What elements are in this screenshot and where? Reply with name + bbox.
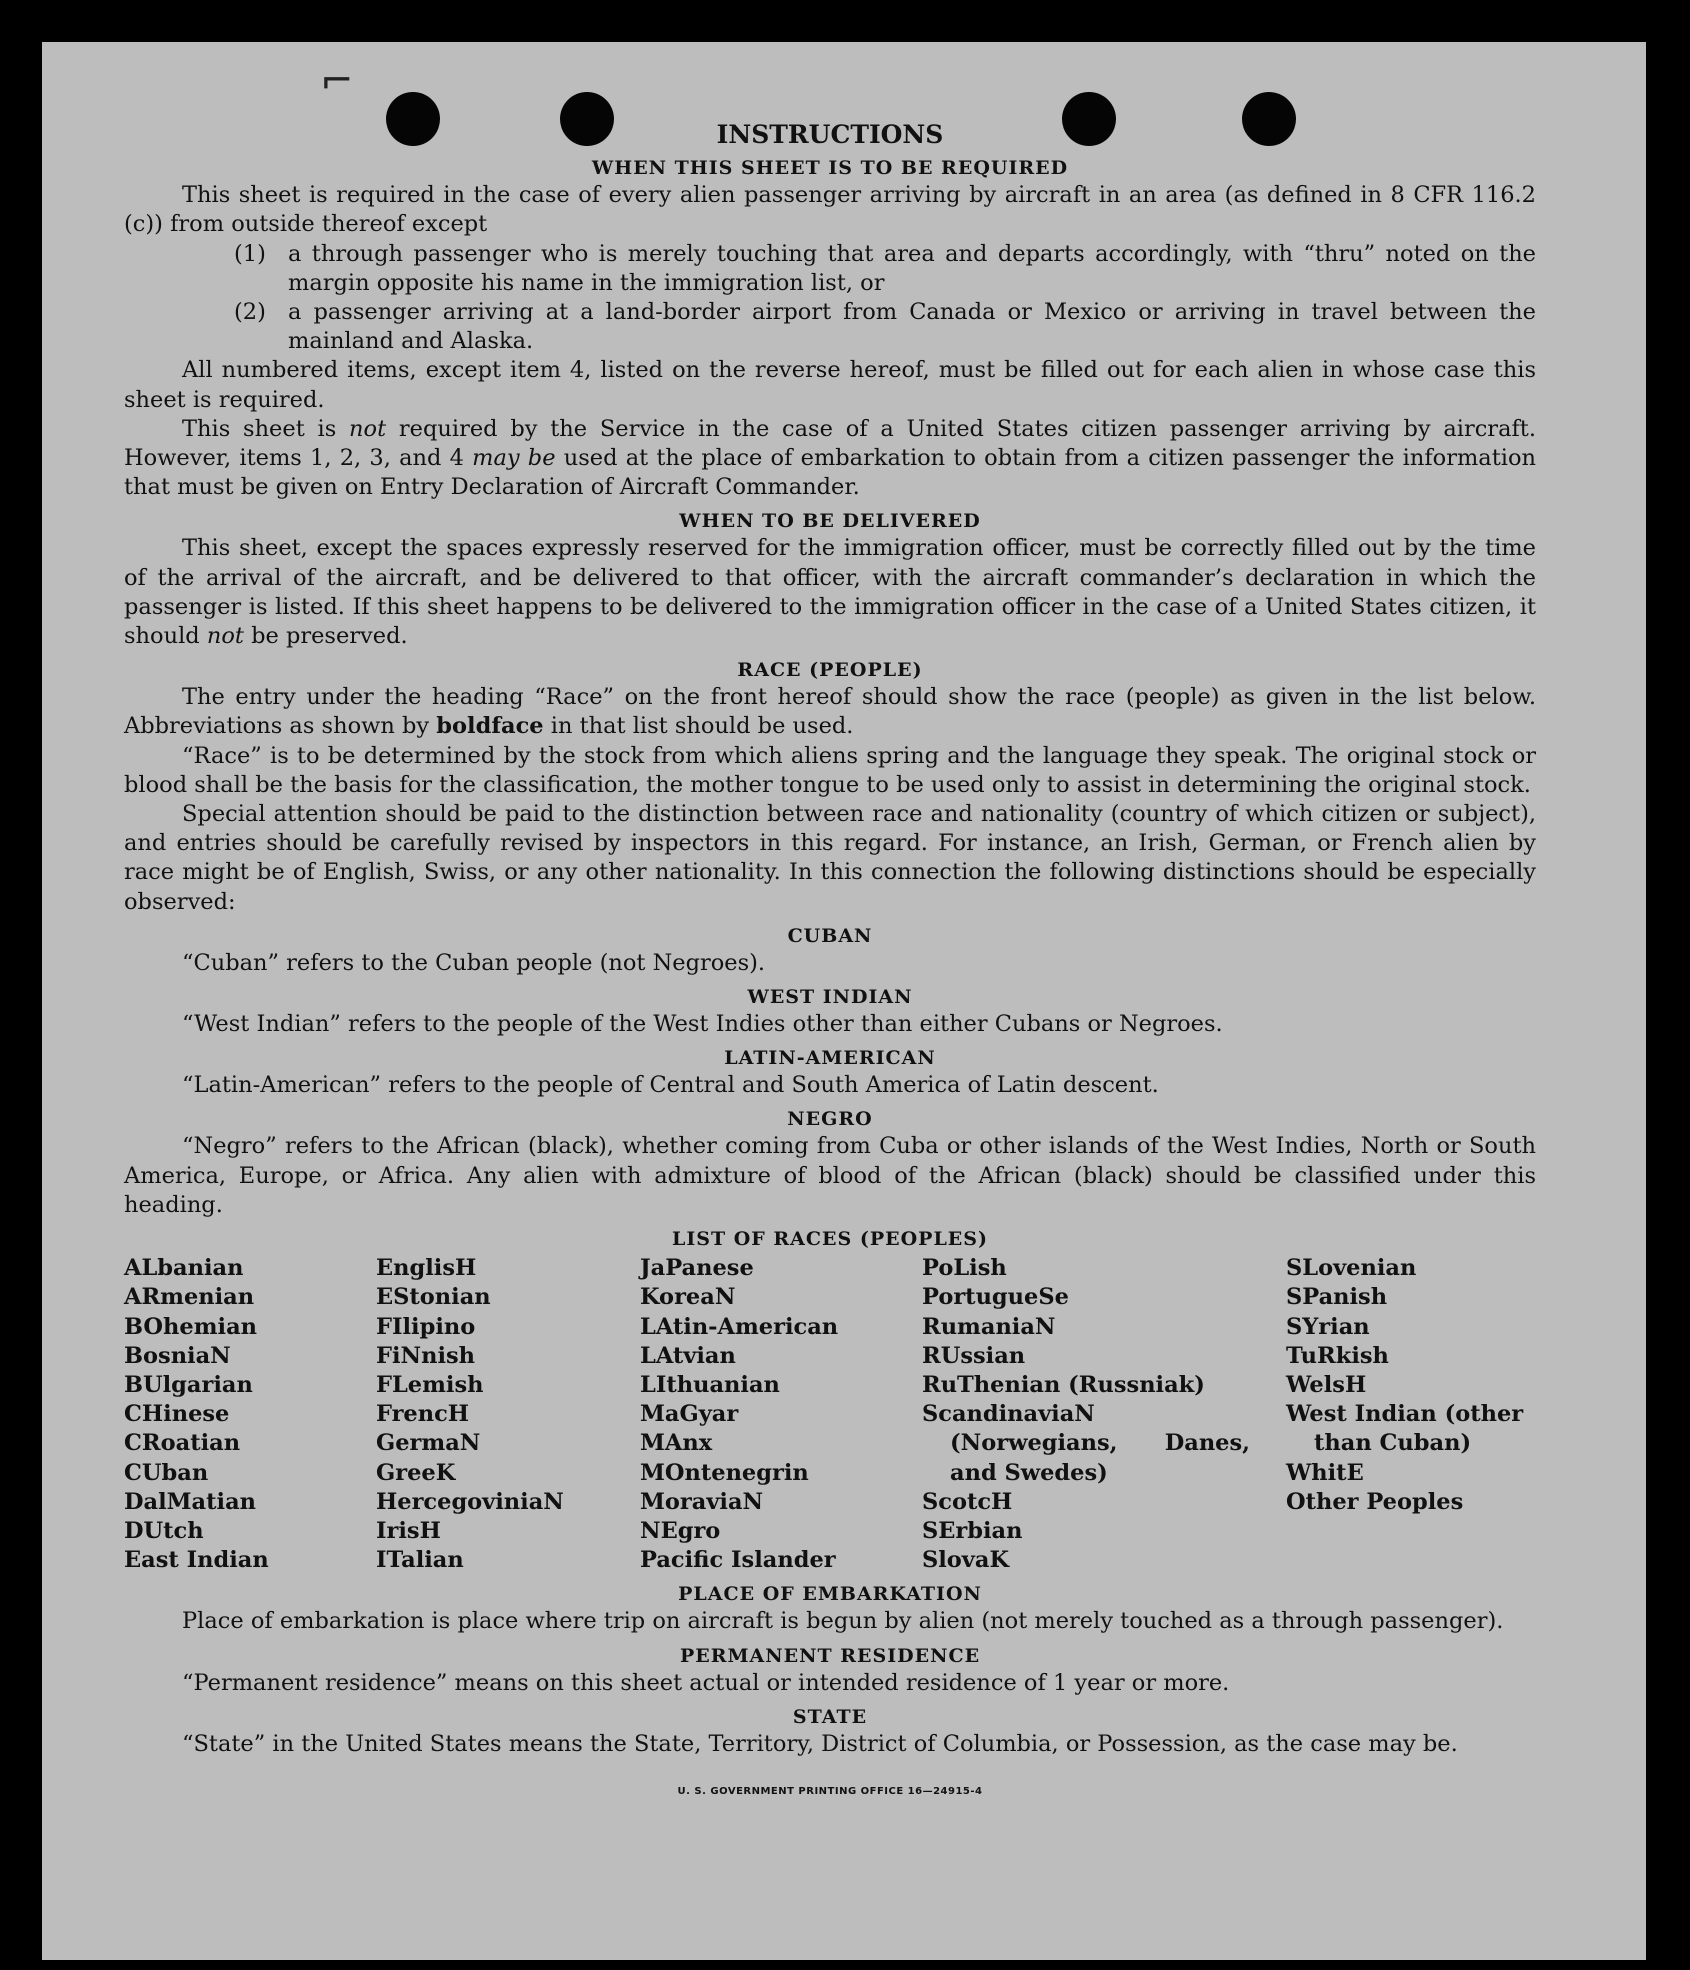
race-entry: CRoatian xyxy=(124,1430,241,1457)
race-entry: NEgro xyxy=(640,1517,721,1544)
race-entry: PortugueSe xyxy=(922,1284,1069,1311)
race-paragraph: Special attention should be paid to the distinction between race and nationality (country of which citizen or subject), and entries should be carefully revised by inspectors in this regard. For instance, an Irish, German, or French alien by race might be of English, Swiss, or any other nationality. In this connection the following distinctions should be especially observed: xyxy=(124,801,1536,915)
race-entry: ScandinaviaN (Norwegians, Danes, and Swedes) xyxy=(922,1401,1250,1486)
exception-text: a through passenger who is merely touching that area and departs accordingly, with “thru” noted on the margin opposite his name in the immigration list, or xyxy=(288,240,1536,296)
races-list xyxy=(124,1254,1536,1575)
page-title: INSTRUCTIONS xyxy=(716,120,944,149)
permanent-residence-text: “Permanent residence” means on this sheet actual or intended residence of 1 year or more. xyxy=(182,1669,1230,1696)
race-entry: FiNnish xyxy=(376,1342,476,1369)
instructions-content xyxy=(124,120,1536,1806)
heading-place-of-embarkation: PLACE OF EMBARKATION xyxy=(678,1583,982,1606)
races-column xyxy=(124,1254,376,1575)
race-entry: East Indian xyxy=(124,1547,269,1574)
race-entry: LAtvian xyxy=(640,1342,736,1369)
exception-item xyxy=(234,298,1536,356)
race-entry: ARmenian xyxy=(124,1284,255,1311)
state-text: “State” in the United States means the State, Territory, District of Columbia, or Possession, as the case may be. xyxy=(182,1730,1458,1757)
printing-office-footer: U. S. GOVERNMENT PRINTING OFFICE 16—24915-4 xyxy=(677,1785,983,1797)
heading-list-of-races: LIST OF RACES (PEOPLES) xyxy=(672,1228,988,1251)
race-entry: RUssian xyxy=(922,1342,1026,1369)
heading-west-indian: WEST INDIAN xyxy=(747,986,913,1009)
race-entry: ALbanian xyxy=(124,1255,244,1282)
races-column xyxy=(376,1254,640,1575)
races-column xyxy=(922,1254,1286,1575)
race-entry: WelsH xyxy=(1286,1371,1367,1398)
race-entry: EnglisH xyxy=(376,1255,477,1282)
race-entry: WhitE xyxy=(1286,1459,1364,1486)
race-entry: BosniaN xyxy=(124,1342,231,1369)
race-paragraph: “Race” is to be determined by the stock from which aliens spring and the language they speak. The original stock or blood shall be the basis for the classification, the mother tongue to be used only to assist in determining the original stock. xyxy=(124,742,1536,798)
race-entry: FrencH xyxy=(376,1401,470,1428)
exception-text: a passenger arriving at a land-border airport from Canada or Mexico or arriving in travel between the mainland and Alaska. xyxy=(288,299,1536,355)
when-required-intro: This sheet is required in the case of every alien passenger arriving by aircraft in an area (as defined in 8 CFR 116.2 (c)) from outside thereof except xyxy=(124,182,1536,238)
race-entry: SPanish xyxy=(1286,1284,1388,1311)
citizen-paragraph: This sheet is not required by the Service in the case of a United States citizen passenger arriving by aircraft. However, items 1, 2, 3, and 4 may be used at the place of embarkation to obtain from a citizen passenger the information that must be given on Entry Declaration of Aircraft Commander. xyxy=(124,415,1537,501)
race-entry: LAtin-American xyxy=(640,1313,839,1340)
race-entry: SYrian xyxy=(1286,1313,1370,1340)
heading-when-delivered: WHEN TO BE DELIVERED xyxy=(679,510,981,533)
race-entry: West Indian (other than Cuban) xyxy=(1286,1401,1524,1457)
heading-negro: NEGRO xyxy=(787,1108,873,1131)
exception-item xyxy=(234,240,1536,298)
race-entry: BUlgarian xyxy=(124,1371,253,1398)
cuban-text: “Cuban” refers to the Cuban people (not Negroes). xyxy=(182,949,766,976)
race-entry: IrisH xyxy=(376,1517,441,1544)
race-entry: MOntenegrin xyxy=(640,1459,809,1486)
document-page xyxy=(42,42,1646,1960)
race-entry: SErbian xyxy=(922,1517,1023,1544)
race-entry: GreeK xyxy=(376,1459,456,1486)
race-entry: DUtch xyxy=(124,1517,204,1544)
race-entry: TuRkish xyxy=(1286,1342,1389,1369)
race-entry: MoraviaN xyxy=(640,1488,764,1515)
race-entry: PoLish xyxy=(922,1255,1007,1282)
race-entry: CHinese xyxy=(124,1401,230,1428)
heading-when-required: WHEN THIS SHEET IS TO BE REQUIRED xyxy=(591,157,1069,180)
heading-race: RACE (PEOPLE) xyxy=(737,659,923,682)
race-entry: RuThenian (Russniak) xyxy=(922,1371,1205,1398)
place-of-embarkation-text: Place of embarkation is place where trip on aircraft is begun by alien (not merely touched as a through passenger). xyxy=(182,1608,1504,1635)
races-column xyxy=(640,1254,922,1575)
race-entry: SlovaK xyxy=(922,1547,1010,1574)
race-entry: RumaniaN xyxy=(922,1313,1056,1340)
race-entry: Pacific Islander xyxy=(640,1547,836,1574)
heading-permanent-residence: PERMANENT RESIDENCE xyxy=(679,1644,981,1667)
race-entry: SLovenian xyxy=(1286,1255,1417,1282)
exception-number: (1) xyxy=(234,240,266,267)
race-entry: ScotcH xyxy=(922,1488,1013,1515)
race-entry: BOhemian xyxy=(124,1313,258,1340)
pencil-mark: ⌐ xyxy=(320,58,354,104)
latin-american-text: “Latin-American” refers to the people of Central and South America of Latin descent. xyxy=(182,1072,1159,1099)
exception-number: (2) xyxy=(234,299,266,326)
race-entry: FIlipino xyxy=(376,1313,476,1340)
race-entry: EStonian xyxy=(376,1284,491,1311)
race-entry: ITalian xyxy=(376,1547,464,1574)
race-entry: FLemish xyxy=(376,1371,484,1398)
race-entry: JaPanese xyxy=(640,1255,754,1282)
when-delivered-text: This sheet, except the spaces expressly reserved for the immigration officer, must be correctly filled out by the time of the arrival of the aircraft, and be delivered to that officer, with the aircraft commander’s declaration in which the passenger is listed. If this sheet happens to be delivered to the immigration officer in the case of a United States citizen, it should not be preserved. xyxy=(124,535,1536,650)
race-entry: LIthuanian xyxy=(640,1371,780,1398)
race-entry: KoreaN xyxy=(640,1284,736,1311)
race-entry: MaGyar xyxy=(640,1401,739,1428)
races-column xyxy=(1286,1254,1536,1575)
race-entry: MAnx xyxy=(640,1430,713,1457)
race-entry: Other Peoples xyxy=(1286,1488,1464,1515)
heading-state: STATE xyxy=(792,1705,868,1728)
race-entry: GermaN xyxy=(376,1430,481,1457)
numbered-items-paragraph: All numbered items, except item 4, listed on the reverse hereof, must be filled out for each alien in whose case this sheet is required. xyxy=(124,357,1536,413)
negro-text: “Negro” refers to the African (black), whether coming from Cuba or other islands of the West Indies, North or South America, Europe, or Africa. Any alien with admixture of blood of the African (black) should be classified under this heading. xyxy=(124,1133,1536,1218)
west-indian-text: “West Indian” refers to the people of the West Indies other than either Cubans or Negroes. xyxy=(182,1011,1223,1038)
race-entry: CUban xyxy=(124,1459,209,1486)
race-entry: HercegoviniaN xyxy=(376,1488,564,1515)
heading-latin-american: LATIN-AMERICAN xyxy=(724,1047,936,1070)
race-entry: DalMatian xyxy=(124,1488,257,1515)
heading-cuban: CUBAN xyxy=(787,924,873,947)
race-paragraph: The entry under the heading “Race” on the front hereof should show the race (people) as given in the list below. Abbreviations as shown by boldface in that list should be used. xyxy=(124,684,1536,740)
